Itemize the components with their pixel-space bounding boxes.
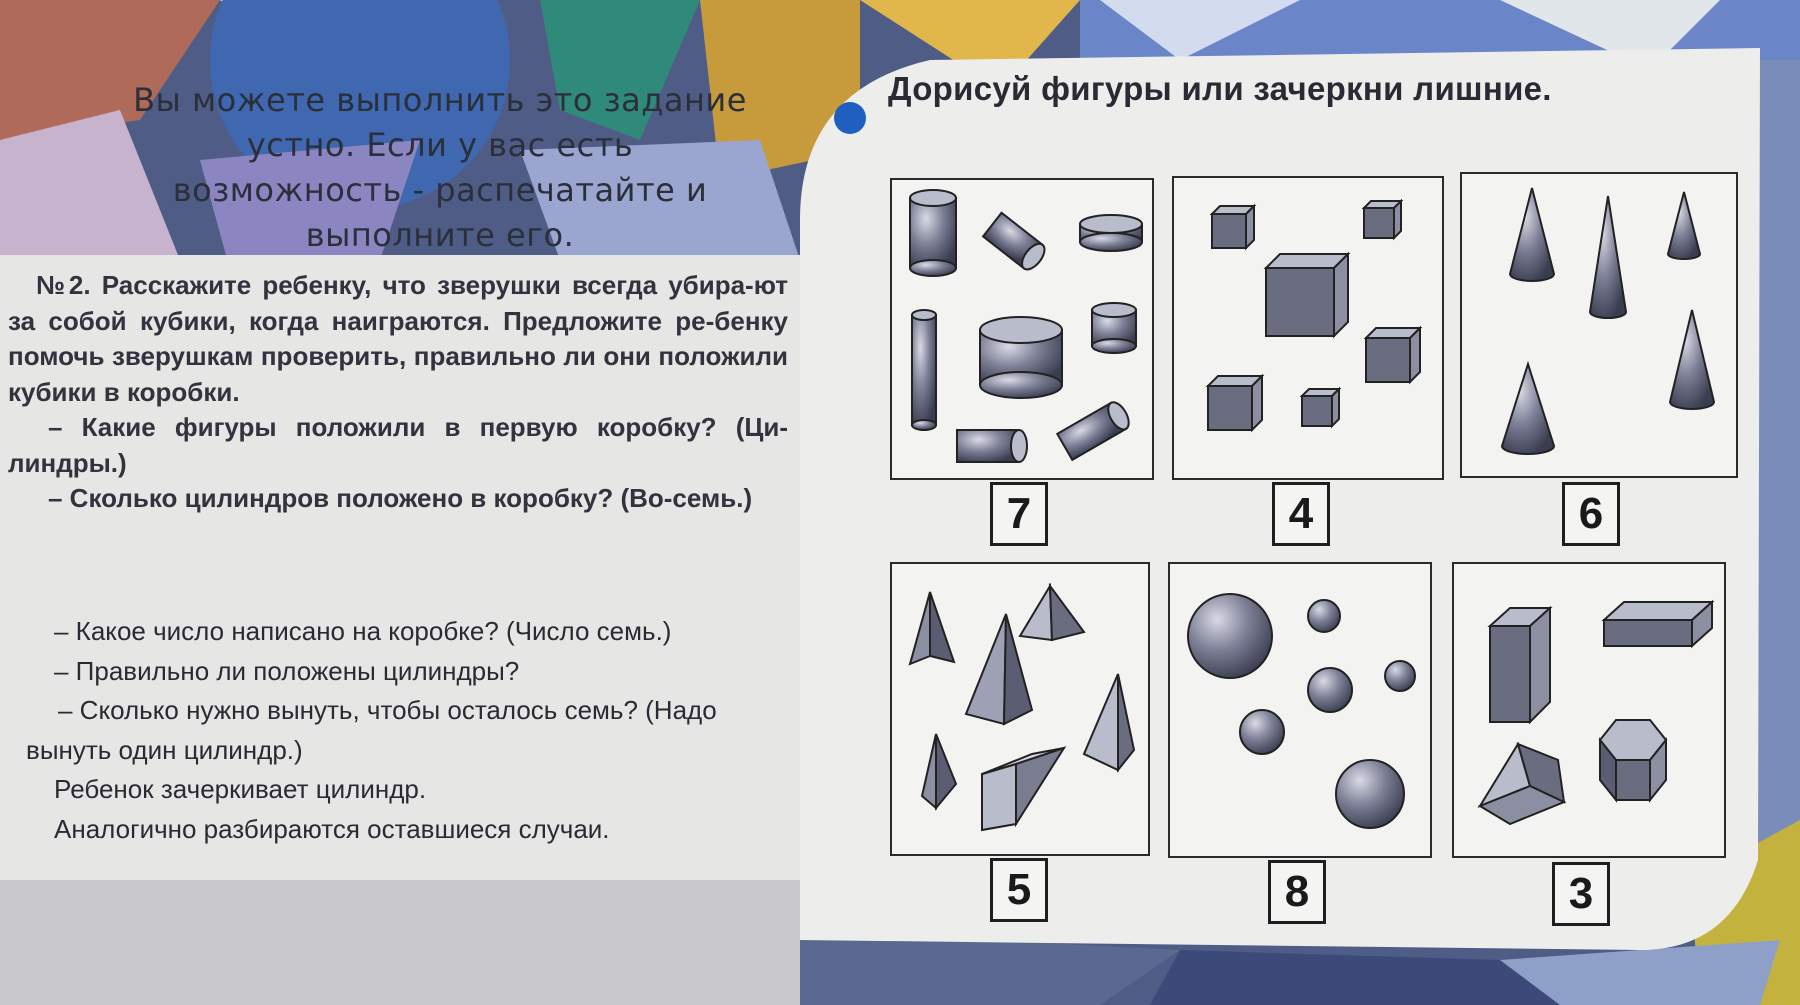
prism-shape	[982, 748, 1064, 830]
cube-shape	[1212, 206, 1254, 248]
box-cylinders	[890, 178, 1154, 480]
bullet-dot	[834, 102, 866, 134]
pyramid-shape	[1084, 674, 1134, 770]
task-step: Ребенок зачеркивает цилиндр.	[54, 774, 427, 804]
cylinder-shape	[912, 310, 936, 430]
prisms-drawing	[1454, 564, 1724, 856]
cube-shape	[1266, 254, 1348, 336]
sphere-shape	[1240, 710, 1284, 754]
intro-note	[110, 78, 770, 258]
cube-shape	[1364, 201, 1401, 238]
sphere-shape	[1336, 760, 1404, 828]
cylinder-shape	[1092, 303, 1136, 353]
hexagonal-prism-shape	[1600, 720, 1666, 800]
cone-shape	[1590, 196, 1626, 318]
rectangular-prism-shape	[1490, 608, 1550, 722]
cone-shape	[1668, 192, 1700, 259]
box-cones	[1460, 172, 1738, 478]
triangular-prism-shape	[1480, 744, 1564, 824]
cube-shape	[1208, 376, 1262, 430]
cone-shape	[1510, 188, 1554, 281]
box-spheres	[1168, 562, 1432, 858]
pyramid-shape	[922, 734, 956, 808]
cylinder-shape	[1057, 399, 1133, 460]
cylinder-shape	[983, 213, 1049, 274]
cylinder-shape	[1080, 215, 1142, 251]
intro-line-3: возможность - распечатайте и	[172, 171, 708, 209]
task-question-3: – Какое число написано на коробке? (Число семь.)	[54, 616, 672, 646]
cubes-drawing	[1174, 178, 1442, 478]
cube-shape	[1302, 389, 1339, 426]
intro-line-4: выполните его.	[305, 216, 575, 254]
task-question-5: – Сколько нужно вынуть, чтобы осталось семь? (Надо вынуть один цилиндр.)	[26, 695, 717, 765]
box-number-label: 6	[1562, 482, 1620, 546]
sphere-shape	[1188, 594, 1272, 678]
box-pyramids	[890, 562, 1150, 856]
task-continuation	[26, 612, 796, 849]
box-prisms	[1452, 562, 1726, 858]
sphere-shape	[1385, 661, 1415, 691]
cylinder-shape	[910, 190, 956, 276]
task-question-4: – Правильно ли положены цилиндры?	[54, 655, 520, 686]
pyramid-shape	[966, 614, 1032, 724]
task-question-2: – Сколько цилиндров положено в коробку? (Во-семь.)	[48, 483, 753, 513]
box-number-label: 3	[1552, 862, 1610, 926]
spheres-drawing	[1170, 564, 1430, 856]
cylinders-drawing	[892, 180, 1152, 478]
cone-shape	[1670, 310, 1714, 409]
box-number-label: 8	[1268, 860, 1326, 924]
box-number-label: 5	[990, 858, 1048, 922]
cones-drawing	[1462, 174, 1736, 476]
intro-line-1: Вы можете выполнить это задание	[133, 81, 747, 119]
pyramids-drawing	[892, 564, 1148, 854]
cylinder-shape	[957, 430, 1027, 462]
task-conclusion: Аналогично разбираются оставшиеся случаи.	[54, 813, 610, 844]
sphere-shape	[1308, 600, 1340, 632]
intro-line-2: устно. Если у вас есть	[246, 126, 634, 164]
box-number-label: 7	[990, 482, 1048, 546]
cylinder-shape	[980, 317, 1062, 398]
task-description	[8, 268, 788, 517]
pyramid-shape	[1020, 586, 1084, 640]
sphere-shape	[1308, 668, 1352, 712]
box-number-label: 4	[1272, 482, 1330, 546]
worksheet-title: Дорисуй фигуры или зачеркни лишние.	[888, 70, 1552, 107]
box-cubes	[1172, 176, 1444, 480]
task-question-1: – Какие фигуры положили в первую коробку? (Ци-линдры.)	[8, 412, 788, 478]
cube-shape	[1366, 328, 1420, 382]
task-paragraph-1: №2. Расскажите ребенку, что зверушки всегда убира-ют за собой кубики, когда наиграются. Предложите ре-бенку помочь зверушкам проверить, правильно ли они положили кубики в коробки.	[8, 270, 788, 407]
cone-shape	[1502, 364, 1554, 454]
rectangular-prism-shape	[1604, 602, 1712, 646]
pyramid-shape	[910, 592, 954, 664]
